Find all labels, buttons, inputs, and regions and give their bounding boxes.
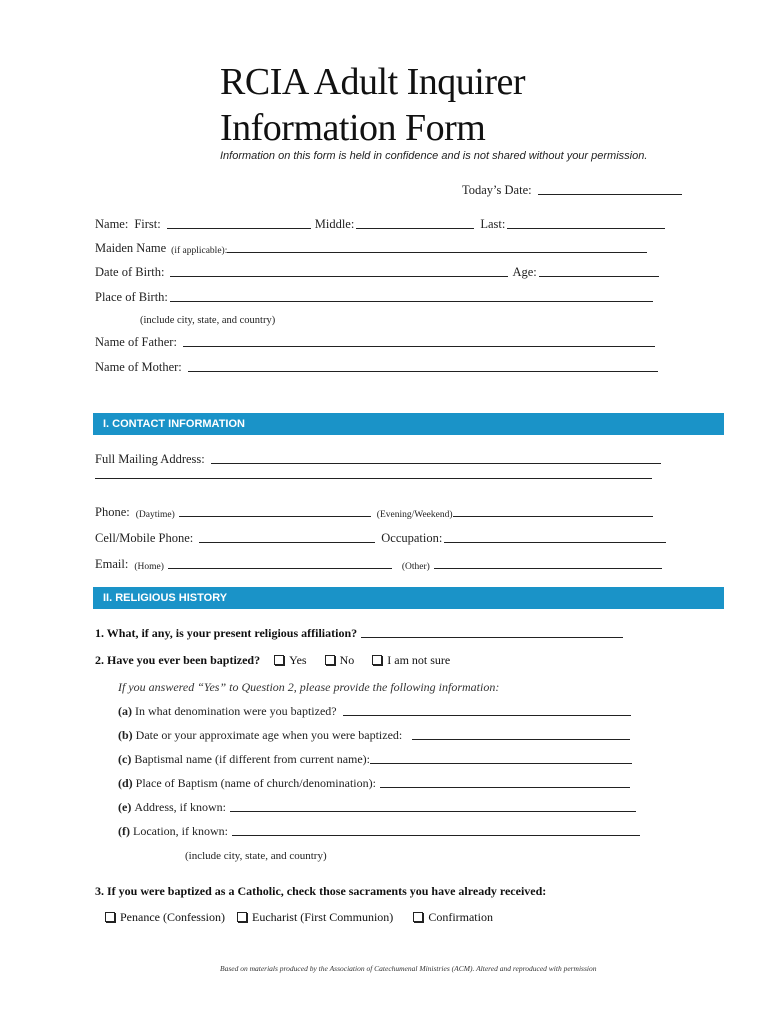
address-row <box>95 452 661 467</box>
baptism-item-a <box>118 704 631 719</box>
checkbox-icon[interactable] <box>325 655 335 665</box>
question-1-row <box>95 626 623 641</box>
address-label: Full Mailing Address: <box>95 452 205 466</box>
place-of-birth-note: (include city, state, and country) <box>140 315 276 326</box>
baptism-item-d <box>118 776 630 791</box>
location-note: (include city, state, and country) <box>185 850 327 862</box>
baptized-yes-option[interactable] <box>274 653 306 668</box>
item-b-text: Date or your approximate age when you were baptized: <box>135 728 403 742</box>
form-title-line-1: RCIA Adult Inquirer <box>220 61 526 103</box>
phone-row <box>95 505 653 520</box>
maiden-name-note: (if applicable): <box>171 246 228 256</box>
item-d-letter: (d) <box>118 776 133 790</box>
affiliation-field[interactable] <box>361 637 623 638</box>
address-field-line-2[interactable] <box>95 478 652 479</box>
age-field[interactable] <box>539 276 659 277</box>
confirmation-option[interactable] <box>413 910 493 925</box>
name-label: Name: <box>95 217 129 231</box>
baptism-item-e <box>118 800 636 815</box>
name-row <box>95 217 665 232</box>
baptism-item-b <box>118 728 630 743</box>
item-d-text: Place of Baptism (name of church/denomination): <box>135 776 376 790</box>
todays-date-field[interactable] <box>538 194 682 195</box>
phone-evening-field[interactable] <box>453 516 653 517</box>
cell-row <box>95 531 666 546</box>
penance-option[interactable] <box>105 910 225 925</box>
eucharist-label: Eucharist (First Communion) <box>251 910 394 924</box>
baptism-address-field[interactable] <box>230 811 636 812</box>
question-3-row <box>95 884 546 899</box>
baptized-not-sure-option[interactable] <box>372 653 450 668</box>
baptism-location-field[interactable] <box>232 835 640 836</box>
email-label: Email: <box>95 557 129 571</box>
eucharist-option[interactable] <box>237 910 393 925</box>
place-of-birth-row <box>95 290 653 305</box>
maiden-name-label: Maiden Name <box>95 241 167 255</box>
place-of-birth-field[interactable] <box>170 301 653 302</box>
checkbox-icon[interactable] <box>413 912 423 922</box>
phone-evening-label: (Evening/Weekend) <box>376 510 453 520</box>
cell-phone-field[interactable] <box>199 542 375 543</box>
dob-field[interactable] <box>170 276 508 277</box>
baptism-item-f <box>118 824 640 839</box>
dob-label: Date of Birth: <box>95 265 165 279</box>
father-label: Name of Father: <box>95 335 177 349</box>
cell-phone-label: Cell/Mobile Phone: <box>95 531 194 545</box>
father-field[interactable] <box>183 346 655 347</box>
footer-attribution: Based on materials produced by the Association of Catechumenal Ministries (ACM). Altered and reproduced with permission <box>220 964 597 973</box>
email-home-field[interactable] <box>168 568 392 569</box>
todays-date-row <box>462 183 682 198</box>
baptismal-name-field[interactable] <box>370 763 632 764</box>
form-title-line-2: Information Form <box>220 107 486 149</box>
checkbox-icon[interactable] <box>105 912 115 922</box>
mother-field[interactable] <box>188 371 658 372</box>
baptism-place-field[interactable] <box>380 787 630 788</box>
middle-name-label: Middle: <box>314 217 355 231</box>
item-e-letter: (e) <box>118 800 132 814</box>
checkbox-icon[interactable] <box>372 655 382 665</box>
place-of-birth-label: Place of Birth: <box>95 290 168 304</box>
baptized-not-sure-label: I am not sure <box>387 653 451 667</box>
confidentiality-note: Information on this form is held in confidence and is not shared without your permission. <box>220 150 648 162</box>
last-name-label: Last: <box>480 217 506 231</box>
religious-history-header: II. RELIGIOUS HISTORY <box>93 587 724 609</box>
item-c-letter: (c) <box>118 752 132 766</box>
address-field-line-1[interactable] <box>211 463 661 464</box>
email-home-label: (Home) <box>134 562 164 572</box>
father-row <box>95 335 655 350</box>
item-a-text: In what denomination were you baptized? <box>135 704 337 718</box>
penance-label: Penance (Confession) <box>120 910 225 924</box>
first-name-field[interactable] <box>167 228 311 229</box>
item-b-letter: (b) <box>118 728 133 742</box>
item-c-text: Baptismal name (if different from current name): <box>134 752 371 766</box>
baptized-no-option[interactable] <box>325 653 355 668</box>
confirmation-label: Confirmation <box>428 910 493 924</box>
item-f-text: Location, if known: <box>133 824 228 838</box>
contact-information-header: I. CONTACT INFORMATION <box>93 413 724 435</box>
mother-label: Name of Mother: <box>95 360 182 374</box>
item-f-letter: (f) <box>118 824 130 838</box>
question-2-text: 2. Have you ever been baptized? <box>95 653 261 667</box>
baptized-yes-label: Yes <box>289 653 307 667</box>
question-2-row <box>95 653 450 668</box>
address-row-2 <box>95 478 652 482</box>
email-other-label: (Other) <box>401 562 430 572</box>
phone-daytime-field[interactable] <box>179 516 371 517</box>
phone-daytime-label: (Daytime) <box>135 510 175 520</box>
question-3-text: 3. If you were baptized as a Catholic, check those sacraments you have already received: <box>95 884 547 898</box>
baptism-date-field[interactable] <box>412 739 630 740</box>
item-e-text: Address, if known: <box>134 800 226 814</box>
checkbox-icon[interactable] <box>237 912 247 922</box>
sacraments-row <box>105 910 493 925</box>
occupation-field[interactable] <box>444 542 666 543</box>
email-row <box>95 557 662 572</box>
todays-date-label: Today’s Date: <box>462 183 532 197</box>
baptized-no-label: No <box>339 653 355 667</box>
baptism-item-c <box>118 752 632 767</box>
first-name-label: First: <box>134 217 161 231</box>
age-label: Age: <box>512 265 537 279</box>
question-1-text: 1. What, if any, is your present religious affiliation? <box>95 626 358 640</box>
email-other-field[interactable] <box>434 568 662 569</box>
dob-row <box>95 265 659 280</box>
last-name-field[interactable] <box>507 228 665 229</box>
checkbox-icon[interactable] <box>274 655 284 665</box>
item-a-letter: (a) <box>118 704 132 718</box>
occupation-label: Occupation: <box>381 531 443 545</box>
mother-row <box>95 360 658 375</box>
maiden-name-row <box>95 241 647 256</box>
question-2-followup: If you answered “Yes” to Question 2, please provide the following information: <box>118 680 500 694</box>
denomination-field[interactable] <box>343 715 631 716</box>
middle-name-field[interactable] <box>356 228 474 229</box>
maiden-name-field[interactable] <box>227 252 647 253</box>
phone-label: Phone: <box>95 505 130 519</box>
